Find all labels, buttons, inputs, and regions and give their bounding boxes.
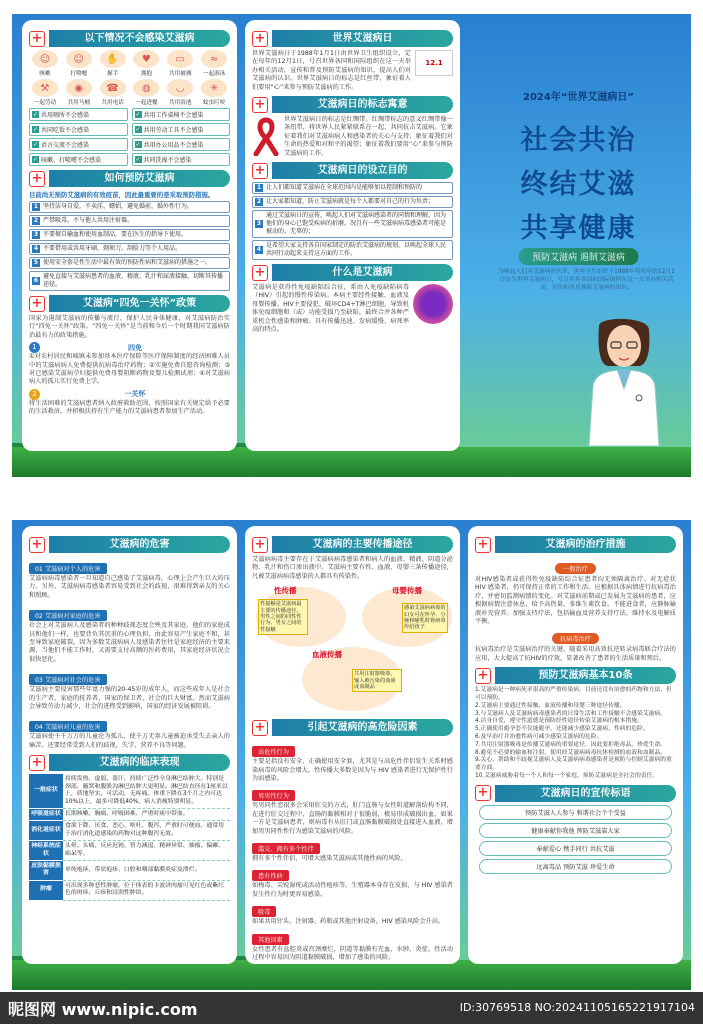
- swim-icon: ≈: [201, 50, 227, 68]
- medical-cross-icon: +: [29, 31, 45, 47]
- what-is-aids-text: 艾滋病是获得性免疫缺陷综合征，系由人免疫缺陷病毒（HIV）引起的慢性传染病。本病主要经性接触、血液及母婴传播。HIV主要侵犯、破坏CD4+T淋巴细胞，导致机体免疫细胞和（或）功能受损乃至缺陷，最终合并各种严重机会性感染和肿瘤。具有传播迅速、发病缓慢、病死率高的特点。: [252, 284, 409, 334]
- toilet-icon: ◉: [66, 79, 92, 97]
- policy-subtitle: 四免: [128, 343, 142, 352]
- doctor-illustration: [579, 316, 669, 446]
- panel-treatment: [468, 526, 683, 964]
- risk-item: 滥交、拥有多个性伴 拥有多个性伴侣，可增大感染艾滋病或其他性病的风险。: [252, 836, 453, 863]
- list-item: ✓ 共用工作桌椅不会感染: [132, 108, 231, 121]
- medical-cross-icon: +: [475, 668, 491, 684]
- icon-label: 握手: [106, 71, 119, 77]
- risk-item: 男男性行为 男男同性恋很多会采用肛交的方式，肛门直肠与女性阴道解剖结构不同，在进行肛交过程中，直肠的黏膜相对于很脆弱，极易形成破损出血，如果一方是艾滋病患者，则病毒有从肛门或直肠黏膜破损处直接进入血液，增加男男同性性行为感染艾滋病的风险。: [252, 783, 453, 836]
- subsection-tag: 一般治疗: [555, 563, 596, 574]
- intro-text: 世界艾滋病日于1988年1月1日由世界卫生组织设立，定在每年的12月1日，号召世界各国和国际组织在这一天举办相关活动，宣传和普及预防艾滋病的知识，提高人们对艾滋病的认识。世界艾滋病日的标志是红丝带，象征着人们要用“心”来参与预防艾滋病的工作。: [252, 50, 411, 91]
- risk-item: 吸毒 如果共用针头、注射器、药瓶或其他注射设备，HIV 感染风险会升高。: [252, 899, 453, 926]
- medical-cross-icon: +: [29, 755, 45, 771]
- list-item: 3 通过艾滋病日的宣传，唤起人们对艾滋病感染者的同情和理解，因为他们的身心已饱受疾病的折磨，况且有一些艾滋病病毒感染者可能是被动的、无辜的；: [252, 210, 453, 238]
- icon-label: 共用被褥: [169, 71, 192, 77]
- hug-icon: ♥: [133, 50, 159, 68]
- section-title: 艾滋病“四免一关怀”政策: [49, 295, 230, 312]
- section-title: 艾滋病日的宣传标语: [495, 785, 676, 802]
- route-label: 血液传播: [312, 650, 342, 660]
- risk-item: 患有性病 如梅毒、尖锐湿疣或活动性疱疹等，生殖器本身存在皮损，与 HIV 感染者发生性行为时更容易感染。: [252, 863, 453, 899]
- list-item: 8.避免不必要的输血和注射，使用经艾滋病病毒抗体检测的血液和血制品。: [475, 749, 667, 756]
- harm-text: 艾滋病病毒感染者一旦知道自己感染了艾滋病毒，心理上会产生巨大的压力。另外，艾滋病病毒感染者容易受到社会的歧视，很难得到亲友的关心和照顾。: [29, 575, 230, 599]
- number-badge: 2: [29, 389, 40, 400]
- policy-subtitle: 一关怀: [124, 390, 146, 399]
- bedding-icon: ▭: [167, 50, 193, 68]
- harm-text: 艾滋病主要侵害那些年富力强的20-45岁的成年人，而这些成年人是社会的生产者，家庭的抚养者，国家的保卫者，社会的巨大财富。然而艾滋病会导致劳动力减少，社会的进程受到影响，国家的经济发展被阻碍。: [29, 686, 230, 711]
- icon-label: 共用马桶: [67, 100, 90, 106]
- policy-text: ①对农村居民和城镇未参加基本医疗保险等医疗保障制度的经济困难人员中的艾滋病病人免费提供抗病毒治疗药物；②实施免费自愿咨询检测；③对已感染艾滋病孕妇提供免费母婴阻断药物及婴儿检测试剂；④对艾滋病病人的孤儿实行免费上学。: [29, 353, 230, 386]
- section-title: 如何预防艾滋病: [49, 170, 230, 187]
- list-item: 2.艾滋病主要通过性接触、血液传播和母婴三种途径传播。: [475, 702, 626, 709]
- panel-world-aids-day: [245, 20, 460, 451]
- list-item: ✓ 共用办公用品不会感染: [132, 138, 231, 151]
- harm-item: 04 艾滋病对儿童的危害 艾滋病使千千万万的儿童沦为孤儿，使千万无辜儿童被迫承受失去亲人的痛苦。还要经常受到人们的歧视，失学，营养不良等问题。: [29, 714, 230, 750]
- check-icon: ✓: [135, 141, 141, 148]
- medical-cross-icon: +: [252, 163, 268, 179]
- list-item: 2 让大家都知道，防止艾滋病就是每个人都要对自己的行为负责；: [252, 196, 453, 208]
- panel-transmission: [245, 526, 460, 964]
- check-icon: ✓: [135, 126, 141, 133]
- cover-slogan-pill: 预防艾滋病 遏制艾滋病: [518, 248, 639, 265]
- policy-heading: [29, 389, 230, 400]
- table-row: 神经系统症状 头晕、头痛、反应迟钝、智力减退、精神异常、抽搐、偏瘫、痴呆等。: [29, 841, 230, 861]
- scenario-icons: [29, 50, 230, 106]
- list-item: 2 严禁吸毒，不与他人共用注射器。: [29, 215, 230, 227]
- medical-cross-icon: +: [252, 31, 268, 47]
- check-icon: ✓: [32, 156, 39, 163]
- section-title: 艾滋病的危害: [49, 536, 230, 553]
- list-item: 6 避免直接与艾滋病患者的血液、精液、乳汁和尿液接触，切断其传播途径。: [29, 271, 230, 291]
- icon-label: 咳嗽: [39, 71, 51, 77]
- transmission-text: 艾滋病病毒主要存在于艾滋病病毒感染者和病人的血液、精液、阴道分泌物、乳汁和伤口渗出液中。艾滋病主要有性、血液、母婴三条传播途径，凡被艾滋病病毒感染的人都具有传染性。: [252, 556, 453, 580]
- list-item: ✓ 共用厕所不会感染: [29, 108, 128, 121]
- ribbon-text: 世界艾滋病日的标志是红绸带。红绸带标志的意义红绸带像一条纽带，将世界人民紧紧联系在一起，共同抗击艾滋病。它象征着我们对艾滋病病人和感染者的关心与支持；象征着我们对生命的热爱和对和平的渴望；象征着我们要用“心”来参与预防艾滋病的工作。: [284, 116, 453, 157]
- check-icon: ✓: [32, 111, 39, 118]
- section-title: 艾滋病的临床表现: [49, 754, 230, 771]
- symptom-table: [29, 774, 230, 900]
- harm-text: 社会上对艾滋病人及感染者的种种歧视态度会殃及其家庭，他们的家庭成员和他们一样，也要背负其沉重的心理负担，由此容易产生家庭不和，甚至导致家庭破裂。因为多数艾滋病病人及感染者往往是家庭经济的主要来源，当他们不能工作时，又需要支付高额的医药费用，其家庭经济状况会很快恶化。: [29, 622, 230, 663]
- list-item: 3.与艾滋病人及艾滋病病毒感染者的日常生活和工作接触不会感染艾滋病。: [475, 710, 667, 717]
- list-item: ✓ 共同吃饭不会感染: [29, 123, 128, 136]
- section-subtitle: 目前尚无预防艾滋病的有效疫苗，因此最重要的是采取预防措施。: [29, 191, 215, 199]
- list-item: ✓ 共同洗澡不会感染: [132, 153, 231, 166]
- list-item: 3 不要擅自输血和使用血制品，要在医生的指导下使用。: [29, 229, 230, 241]
- list-item: 6.及早治疗并治愈性病可减少感染艾滋病的危险。: [475, 734, 603, 741]
- brochure-inside: [12, 520, 691, 990]
- section-title: 艾滋病日的设立目的: [272, 162, 453, 179]
- policy-text: 国家为遏制艾滋病的传播与流行，保护人民身体健康，对艾滋病防治实行“四免一关怀”政策。“四免一关怀”是当前和今后一个时期我国艾滋病防治最有力的政策措施。: [29, 315, 230, 339]
- harm-item: 03 艾滋病对社会的危害 艾滋病主要侵害那些年富力强的20-45岁的成年人，而这些成年人是社会的生产者，家庭的抚养者，国家的保卫者，社会的巨大财富。然而艾滋病会导致劳动力减少，社会的进程受到影响，国家的经济发展被阻碍。: [29, 667, 230, 711]
- check-icon: ✓: [135, 111, 141, 118]
- section-title: 艾滋病的治疗措施: [495, 536, 676, 553]
- table-row: 一般症状 持续发热、虚弱、盗汗，持续广泛性全身淋巴结肿大。特别是颈部、腋窝和腹股沟淋巴结肿大更明显。淋巴结直径在1厘米以上，质地坚实，可活动，无疼痛。体重下降在3个月之内可达10%以上，最多可降低40%，病人消瘦特别明显。: [29, 774, 230, 808]
- check-icon: ✓: [135, 156, 141, 163]
- sneeze-icon: ☺: [66, 50, 92, 68]
- check-icon: ✓: [32, 141, 39, 148]
- watermark-bar: [0, 992, 703, 1024]
- section-title: 艾滋病的主要传播途径: [272, 536, 453, 553]
- section-title: 引起艾滋病的高危险因素: [272, 719, 453, 736]
- route-note: 性接触是艾滋病最主要的传播途径，男性之间的同性性行为、男女之间的性接触: [258, 599, 308, 635]
- aids-day-badge: 12.1: [415, 50, 453, 76]
- brochure-outside: [12, 14, 691, 477]
- icon-label: 一起进餐: [135, 100, 158, 106]
- number-badge: 1: [29, 342, 40, 353]
- phone-icon: ☎: [100, 79, 126, 97]
- policy-text: 将生活困难的艾滋病患者纳入政府救助范围，按照国家有关规定给予必要的生活救济，并积极扶持有生产能力的艾滋病患者参加生产活动。: [29, 399, 230, 416]
- harm-text: 艾滋病使千千万万的儿童沦为孤儿，使千万无辜儿童被迫承受失去亲人的痛苦。还要经常受到人们的歧视，失学，营养不良等问题。: [29, 733, 230, 749]
- section-title: 什么是艾滋病: [272, 264, 453, 281]
- cover-year: 2024年“世界艾滋病日”: [523, 92, 634, 103]
- virus-icon: [413, 284, 453, 324]
- list-item: 1 坚持洁身自爱，不卖淫、嫖娼，避免婚前、婚外性行为。: [29, 201, 230, 213]
- not-infected-list: [29, 108, 230, 166]
- icon-label: 拥抱: [140, 71, 153, 77]
- list-item: ✓ 语言交流不会感染: [29, 138, 128, 151]
- section-title: 艾滋病日的标志寓意: [272, 96, 453, 113]
- risk-item: 其他因素 女性患者有盆腔炎或宫颈糜烂，阴道等黏膜有充血、水肿、炎症，性活动过程中容易因为阴道黏膜破损，增加了感染的风险。: [252, 927, 453, 963]
- route-label: 性传播: [274, 586, 297, 596]
- route-label: 母婴传播: [392, 586, 422, 596]
- cover-panel: [466, 14, 691, 477]
- route-note: 共用注射器吸毒，输入被污染的血液或血制品: [352, 669, 402, 692]
- transmission-diagram: [252, 583, 453, 715]
- cover-intro: 为唤起人们对艾滋病的认识，世界卫生组织于1988年将每年的12月1日定为世界艾滋病日，号召世界各国和国际组织在这一天举办相关活动，宣传和普及预防艾滋病的知识。: [498, 269, 675, 291]
- icon-label: 一起游泳: [202, 71, 226, 77]
- watermark-id: ID:30769518 NO:20241105165221917104: [459, 1001, 695, 1014]
- table-row: 肿瘤 可出现多种恶性肿瘤，位于体表的卡波济肉瘤可见红色或紫红色的斑疹、丘疹和浸润性肿块。: [29, 880, 230, 900]
- list-item: 9.关心、帮助和不歧视艾滋病人及艾滋病病毒感染者是预防与控制艾滋病的重要方面。: [475, 757, 672, 772]
- route-note: 感染艾滋病病毒的妇女可在怀孕、分娩和哺乳时将病毒传给孩子: [402, 603, 448, 633]
- list-item: ✓ 咳嗽、打喷嚏不会感染: [29, 153, 128, 166]
- list-item: 7.共用注射器吸毒是传播艾滋病的重要途径，因此要拒绝毒品，珍爱生命。: [475, 741, 667, 748]
- policy-heading: [29, 342, 230, 353]
- risk-item: 高危性行为 主要是指没有安全、正确使用安全套，尤其是与高危性伴侣发生关系时感染病毒的风险会增大，性传播大多数是因为与 HIV 感染者进行无保护性行为而感染。: [252, 739, 453, 783]
- bath-icon: ◡: [167, 79, 193, 97]
- slogan-item: 远离毒品 预防艾滋 珍爱生命: [479, 859, 672, 874]
- list-item: 4.洁身自爱，遵守性道德是预防经性途径传染艾滋病的根本措施。: [475, 718, 643, 725]
- medical-cross-icon: +: [252, 720, 268, 736]
- medical-cross-icon: +: [475, 537, 491, 553]
- icon-label: 共用电话: [101, 100, 124, 106]
- mosquito-icon: ✳: [201, 79, 227, 97]
- section-title: 预防艾滋病基本10条: [495, 667, 676, 684]
- list-item: 4 不要借用或共用牙刷、剃须刀、刮脸刀等个人用品。: [29, 243, 230, 255]
- panel-not-infected: [22, 20, 237, 451]
- cough-icon: ☺: [32, 50, 58, 68]
- treatment-text: 抗病毒治疗是艾滋病治疗的关键。随着采用高效抗逆转录病毒联合疗法的应用，大大提高了抗HIV的疗效，显著改善了患者的生活质量和预后。: [475, 646, 676, 662]
- check-icon: ✓: [32, 126, 39, 133]
- medical-cross-icon: +: [475, 785, 491, 801]
- harm-item: 02 艾滋病对家庭的危害 社会上对艾滋病人及感染者的种种歧视态度会殃及其家庭，他们的家庭成员和他们一样，也要背负其沉重的心理负担，由此容易产生家庭不和，甚至导致家庭破裂。因为多数艾滋病病人及感染者往往是家庭经济的主要来源，当他们不能工作时，又需要支付高额的医药费用，其家庭经济状况会很快恶化。: [29, 603, 230, 664]
- medical-cross-icon: +: [252, 97, 268, 113]
- slogan-item: 奉献爱心 携手同行 共抗艾滋: [479, 841, 672, 856]
- grass-decoration: [12, 960, 691, 990]
- table-row: 皮肤黏膜损害 单纯疱疹、带状疱疹、口腔和咽部黏膜炎症及溃烂。: [29, 860, 230, 880]
- treatment-text: 对HIV感染者或获得性免疫缺陷综合征患者均无须隔离治疗。对无症状 HIV 感染者，仍可保持正常的工作和生活。应根据具体病情进行抗病毒治疗，并密切监测病情的变化。对艾滋病前期或已发展为艾滋病的患者，应根据病情注意休息，给予高热量、多维生素饮食。不能进食者，应静脉输液补充营养。加强支持疗法，包括输血及营养支持疗法，维持水及电解质平衡。: [475, 576, 676, 626]
- icon-label: 蚊虫叮咬: [202, 100, 226, 106]
- subsection-tag: 抗病毒治疗: [552, 633, 599, 644]
- table-row: 消化道症状 食欲下降、厌食、恶心、呕吐、腹泻，严重时可便血。通常用于治疗消化道感染的药物对这种腹泻无效。: [29, 821, 230, 841]
- cover-headline: 终结艾滋: [520, 169, 637, 200]
- list-item: 5.正确使用避孕套不仅能避孕，还能减少感染艾滋病、性病的危险。: [475, 726, 649, 733]
- list-item: 4 是希望大家支持各自国家制定的防治艾滋病的规划，以唤起全球人民共同行动起来支持这方面的工作。: [252, 240, 453, 260]
- panel-harms: [22, 526, 237, 964]
- icon-label: 共用浴池: [169, 100, 192, 106]
- labor-icon: ⚒: [32, 79, 58, 97]
- harm-item: 01 艾滋病对个人的危害 艾滋病病毒感染者一旦知道自己感染了艾滋病毒，心理上会产生巨大的压力。另外，艾滋病病毒感染者容易受到社会的歧视，很难得到亲友的关心和照顾。: [29, 556, 230, 600]
- cover-headline: 社会共治: [520, 125, 637, 156]
- medical-cross-icon: +: [29, 296, 45, 312]
- icon-label: 打喷嚏: [70, 71, 88, 77]
- slogan-item: 预防艾滋人人参与 和谐社会个个受益: [479, 805, 672, 820]
- medical-cross-icon: +: [29, 537, 45, 553]
- list-item: 10.艾滋病威胁着每一个人和每一个家庭，预防艾滋病是全社会的责任。: [475, 773, 659, 780]
- section-title: 世界艾滋病日: [272, 30, 453, 47]
- table-row: 呼吸道症状 长期咳嗽、胸痛、呼吸困难、严重时痰中带血。: [29, 808, 230, 820]
- section-title: 以下情况不会感染艾滋病: [49, 30, 230, 47]
- medical-cross-icon: +: [252, 537, 268, 553]
- medical-cross-icon: +: [252, 265, 268, 281]
- dining-icon: ◍: [133, 79, 159, 97]
- icon-label: 一起劳动: [33, 100, 57, 106]
- handshake-icon: ✋: [100, 50, 126, 68]
- list-item: 1 让人们都知道艾滋病在全球范围内是能够加以控制和预防的: [252, 182, 453, 194]
- list-item: 1.艾滋病是一种病死率很高的严重传染病，目前还没有治愈的药物和方法，但可以预防。: [475, 687, 672, 702]
- medical-cross-icon: +: [29, 171, 45, 187]
- ten-rules-list: [475, 687, 676, 781]
- cover-headline: 共享健康: [520, 213, 637, 244]
- watermark-logo: 昵图网 www.nipic.com: [8, 1000, 198, 1019]
- slogan-item: 健康奉献你我他 预防艾滋靠大家: [479, 823, 672, 838]
- red-ribbon-icon: [252, 116, 280, 156]
- list-item: ✓ 共用劳动工具不会感染: [132, 123, 231, 136]
- list-item: 5 使用安全套是性生活中最有效的预防性病和艾滋病的措施之一。: [29, 257, 230, 269]
